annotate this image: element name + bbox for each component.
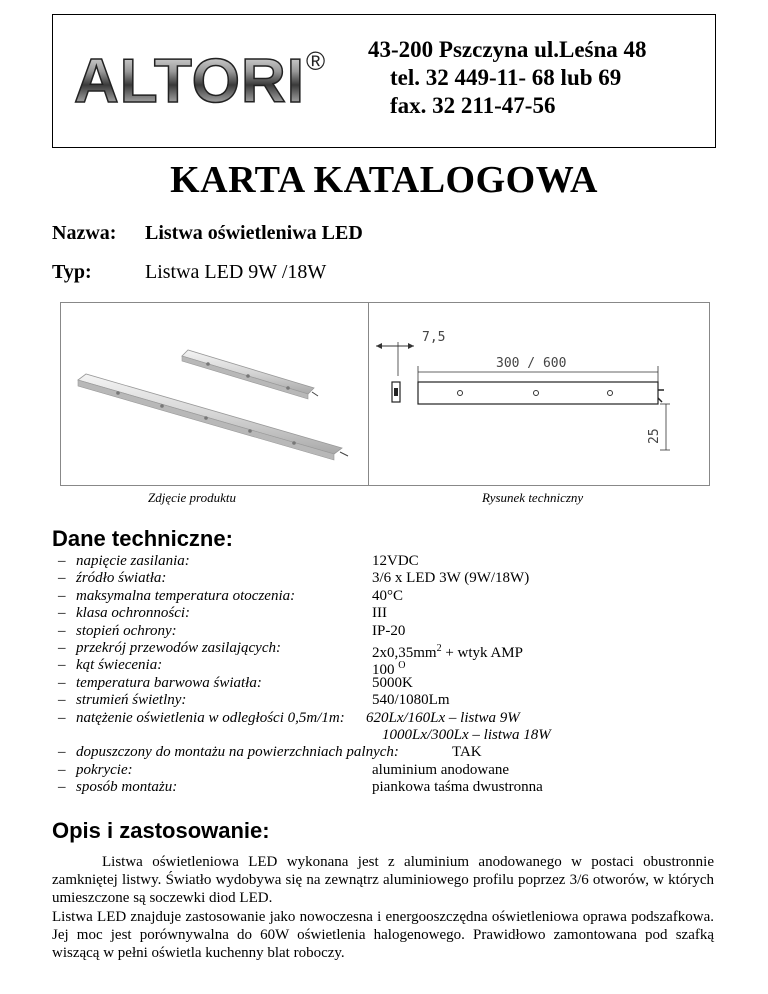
spec-bullet: – <box>58 587 66 604</box>
spec-value: IP-20 <box>372 622 406 639</box>
spec-value-main: 2x0,35mm <box>372 644 437 661</box>
spec-bullet: – <box>58 639 66 656</box>
spec-label: maksymalna temperatura otoczenia: <box>76 587 296 604</box>
spec-item-continuation <box>58 727 738 744</box>
spec-value: 5000K <box>372 674 413 691</box>
spec-label: pokrycie: <box>76 761 133 778</box>
dim-length-label: 300 / 600 <box>496 356 567 371</box>
spec-label: strumień świetlny: <box>76 692 187 709</box>
spec-item <box>58 657 738 679</box>
spec-bullet: – <box>58 622 66 639</box>
name-label: Nazwa: <box>52 222 117 244</box>
photo-caption: Zdjęcie produktu <box>148 490 236 505</box>
spec-item <box>58 692 738 709</box>
description-paragraph: Listwa oświetleniowa LED wykonana jest z aluminium anodowanego w postaci obustronnie zamkniętej listwy. Światło wydobywa się na zewnątrz aluminiowego profilu poprzez 3/6 otworów, w których umieszczone są soczewki diod LED. <box>52 854 714 907</box>
spec-value: 40°C <box>372 587 404 604</box>
spec-value: piankowa taśma dwustronna <box>372 779 543 796</box>
registered-mark: ® <box>306 46 326 76</box>
image-divider <box>368 302 369 486</box>
dim-width-label: 7,5 <box>422 330 446 345</box>
spec-value: 12VDC <box>372 553 419 569</box>
product-photo <box>62 304 366 484</box>
logo-text: ALTORI <box>74 47 306 116</box>
spec-value: 540/1080Lm <box>372 692 450 709</box>
fax-line: fax. 32 211-47-56 <box>390 93 556 118</box>
spec-value-main: 100 <box>372 662 399 679</box>
spec-item <box>58 623 738 640</box>
name-value: Listwa oświetleniwa LED <box>145 222 363 244</box>
spec-item <box>58 710 738 727</box>
spec-bullet: – <box>58 692 66 709</box>
spec-bullet: – <box>58 553 66 569</box>
spec-bullet: – <box>58 605 66 622</box>
tech-spec-list <box>58 553 738 796</box>
spec-item <box>58 744 738 761</box>
address-line: 43-200 Pszczyna ul.Leśna 48 <box>368 37 647 62</box>
spec-label: kąt świecenia: <box>76 657 163 674</box>
technical-drawing <box>370 304 708 484</box>
description-heading: Opis i zastosowanie: <box>52 818 270 843</box>
spec-item <box>58 570 738 587</box>
page-title: KARTA KATALOGOWA <box>170 159 598 201</box>
spec-label: dopuszczony do montażu na powierzchniach palnych: <box>76 744 399 761</box>
spec-value-suffix: + wtyk AMP <box>441 644 523 661</box>
spec-label: stopień ochrony: <box>76 622 177 639</box>
spec-item <box>58 605 738 622</box>
spec-label: napięcie zasilania: <box>76 553 190 569</box>
spec-bullet: – <box>58 657 66 674</box>
spec-value-superscript: O <box>398 660 406 672</box>
dim-height-label: 25 <box>647 428 662 444</box>
description-paragraph: Listwa LED znajduje zastosowanie jako nowoczesna i energooszczędna oświetleniowa oprawa podszafkowa. Jej moc jest porównywalna do 60W oświetlenia halogenowego. Prawidłowo zamontowana pod szafką wiszącą w pełni oświetla kuchenny blat roboczy. <box>52 908 714 962</box>
spec-label: sposób montażu: <box>76 779 178 796</box>
spec-bullet: – <box>58 570 66 587</box>
spec-label: klasa ochronności: <box>76 605 191 622</box>
spec-value-superscript: 2 <box>436 642 442 654</box>
company-address <box>368 36 647 120</box>
spec-item <box>58 588 738 605</box>
spec-bullet: – <box>58 761 66 778</box>
spec-value: aluminium anodowane <box>372 761 510 778</box>
tech-data-heading: Dane techniczne: <box>52 526 233 551</box>
spec-value: TAK <box>452 744 482 761</box>
spec-item <box>58 553 738 570</box>
description-text <box>52 853 714 962</box>
spec-value: 620Lx/160Lx – listwa 9W <box>366 709 520 726</box>
altori-logo <box>70 44 340 116</box>
spec-value: 1000Lx/300Lx – listwa 18W <box>382 726 551 743</box>
spec-bullet: – <box>58 709 66 726</box>
spec-bullet: – <box>58 779 66 796</box>
spec-item <box>58 779 738 796</box>
spec-label: temperatura barwowa światła: <box>76 674 262 691</box>
spec-label: źródło światła: <box>76 570 167 587</box>
phone-line: tel. 32 449-11- 68 lub 69 <box>390 65 622 90</box>
type-value: Listwa LED 9W /18W <box>145 261 327 283</box>
spec-bullet: – <box>58 744 66 761</box>
drawing-caption: Rysunek techniczny <box>482 490 584 505</box>
spec-label: przekrój przewodów zasilających: <box>76 639 281 656</box>
spec-item <box>58 675 738 692</box>
spec-value: III <box>372 605 387 622</box>
spec-bullet: – <box>58 674 66 691</box>
spec-item <box>58 762 738 779</box>
spec-label: natężenie oświetlenia w odległości 0,5m/1m: <box>76 709 345 726</box>
type-label: Typ: <box>52 261 92 283</box>
spec-value: 3/6 x LED 3W (9W/18W) <box>372 570 530 587</box>
spec-item <box>58 639 738 661</box>
